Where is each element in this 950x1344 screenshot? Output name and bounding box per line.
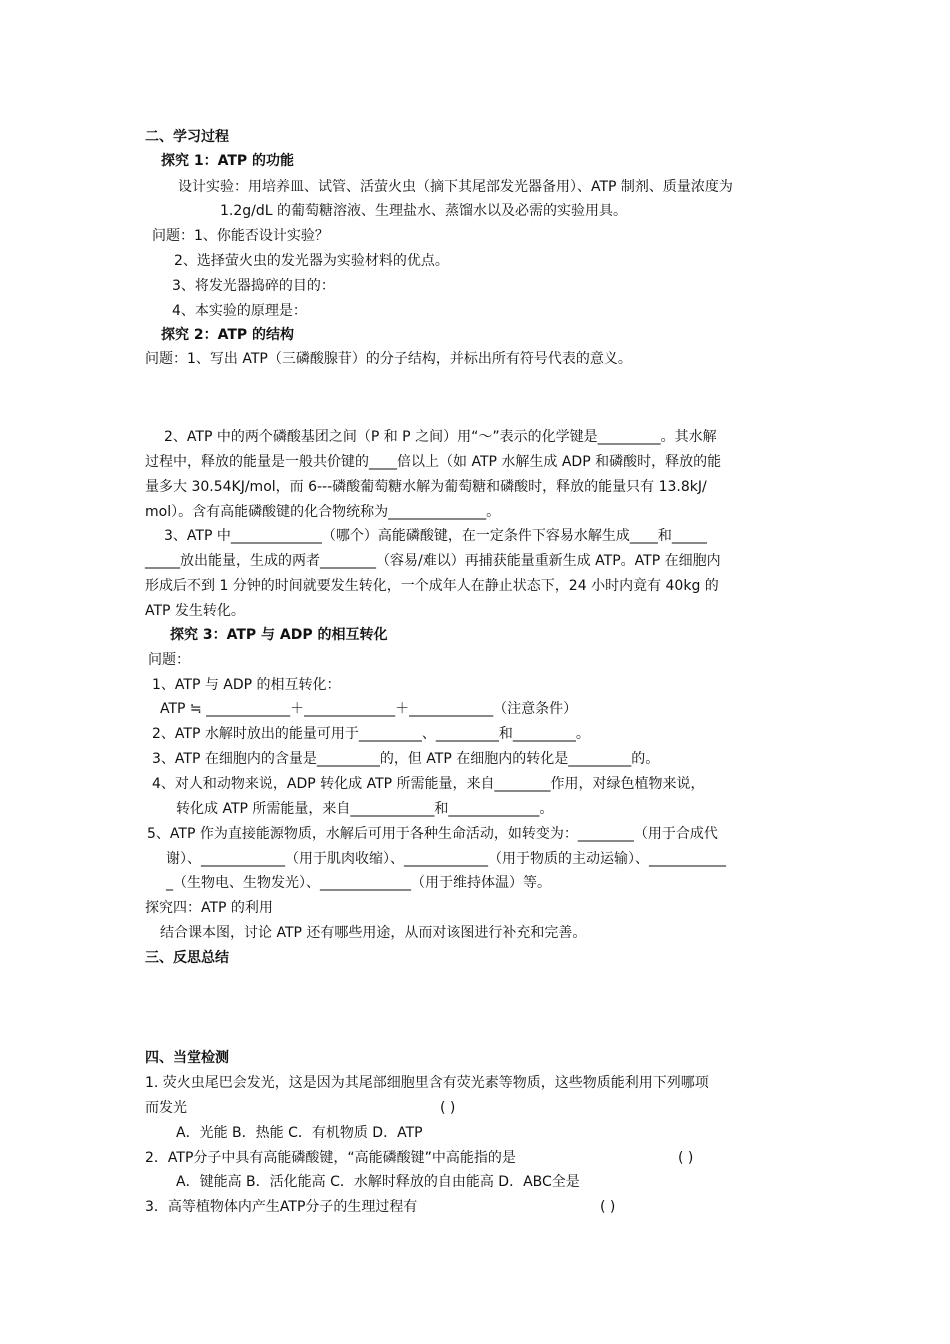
explore-1-design-line-2: 1.2g/dL 的葡萄糖溶液、生理盐水、蒸馏水以及必需的实验用具。 xyxy=(220,203,628,219)
explore-3-item-4-line-1: 4、对人和动物来说，ADP 转化成 ATP 所需能量，来自________作用，对绿色植物来说， xyxy=(152,776,705,792)
section-3-title: 三、反思总结 xyxy=(145,950,229,966)
test-q1-options: A．光能 B．热能 C．有机物质 D．ATP xyxy=(176,1125,423,1141)
explore-2-q2-line-4: mol）。含有高能磷酸键的化合物统称为______________。 xyxy=(145,504,501,520)
explore-2-q3-line-1: 3、ATP 中_____________（哪个）高能磷酸键，在一定条件下容易水解生成____和_____ xyxy=(164,528,707,544)
test-q2-options: A．键能高 B．活化能高 C．水解时释放的自由能高 D．ABC全是 xyxy=(176,1174,580,1190)
explore-2-q3-line-2: _____放出能量，生成的两者________（容易/难以）再捕获能量重新生成 ATP。ATP 在细胞内 xyxy=(145,553,721,569)
section-2-title: 二、学习过程 xyxy=(145,129,229,145)
test-q1-answer-paren: ( ) xyxy=(440,1100,456,1116)
explore-4-text: 结合课本图，讨论 ATP 还有哪些用途，从而对该图进行补充和完善。 xyxy=(160,925,587,941)
test-q1-line-1: 1. 荧火虫尾巴会发光，这是因为其尾部细胞里含有荧光素等物质，这些物质能利用下列哪项 xyxy=(145,1075,709,1091)
explore-3-title: 探究 3：ATP 与 ADP 的相互转化 xyxy=(170,627,388,643)
explore-2-q3-line-4: ATP 发生转化。 xyxy=(145,603,245,619)
explore-2-q3-line-3: 形成后不到 1 分钟的时间就要发生转化，一个成年人在静止状态下，24 小时内竟有 40kg 的 xyxy=(145,578,719,594)
explore-1-title: 探究 1：ATP 的功能 xyxy=(161,153,295,169)
explore-2-question-1: 问题：1、写出 ATP（三磷酸腺苷）的分子结构，并标出所有符号代表的意义。 xyxy=(145,351,632,367)
explore-2-title: 探究 2：ATP 的结构 xyxy=(161,327,295,343)
test-q3: 3．高等植物体内产生ATP分子的生理过程有 xyxy=(145,1199,418,1215)
explore-1-design-line-1: 设计实验：用培养皿、试管、活萤火虫（摘下其尾部发光器备用）、ATP 制剂、质量浓度为 xyxy=(178,179,733,195)
test-q2-answer-paren: ( ) xyxy=(678,1150,694,1166)
test-q3-answer-paren: ( ) xyxy=(600,1199,616,1215)
test-q2: 2．ATP分子中具有高能磷酸键，“高能磷酸键”中高能指的是 xyxy=(145,1150,516,1166)
explore-3-item-2: 2、ATP 水解时放出的能量可用于_________、_________和_________。 xyxy=(152,726,590,742)
explore-3-item-5-line-1: 5、ATP 作为直接能源物质，水解后可用于各种生命活动，如转变为：________（用于合成代 xyxy=(147,826,718,842)
explore-2-q2-line-1: 2、ATP 中的两个磷酸基团之间（P 和 P 之间）用“～”表示的化学键是_________。其水解 xyxy=(164,429,717,445)
explore-3-item-5-line-2: 谢）、____________（用于肌肉收缩）、____________（用于物质的主动运输）、___________ xyxy=(166,851,726,867)
explore-2-q2-line-2: 过程中，释放的能量是一般共价键的____倍以上（如 ATP 水解生成 ADP 和磷酸时，释放的能 xyxy=(145,454,722,470)
explore-2-q2-line-3: 量多大 30.54KJ/mol，而 6---磷酸葡萄糖水解为葡萄糖和磷酸时，释放的能量只有 13.8kJ/ xyxy=(145,479,707,495)
test-q1-line-2: 而发光 xyxy=(145,1100,187,1116)
explore-3-item-5-line-3: _（生物电、生物发光）、_____________（用于维持体温）等。 xyxy=(166,875,551,891)
section-4-title: 四、当堂检测 xyxy=(145,1050,229,1066)
explore-4-title: 探究四：ATP 的利用 xyxy=(145,900,273,916)
explore-3-item-1: 1、ATP 与 ADP 的相互转化： xyxy=(152,677,341,693)
explore-3-item-1-equation: ATP ≒ ____________＋_____________＋____________（注意条件） xyxy=(160,701,578,717)
explore-3-question-label: 问题： xyxy=(148,652,190,668)
explore-1-question-1: 问题：1、你能否设计实验？ xyxy=(152,228,329,244)
explore-1-question-4: 4、本实验的原理是： xyxy=(172,303,307,319)
explore-3-item-4-line-2: 转化成 ATP 所需能量，来自____________和_____________。 xyxy=(176,801,554,817)
explore-3-item-3: 3、ATP 在细胞内的含量是_________的，但 ATP 在细胞内的转化是_________的。 xyxy=(152,751,660,767)
explore-1-question-3: 3、将发光器捣碎的目的： xyxy=(172,278,335,294)
explore-1-question-2: 2、选择萤火虫的发光器为实验材料的优点。 xyxy=(174,253,449,269)
